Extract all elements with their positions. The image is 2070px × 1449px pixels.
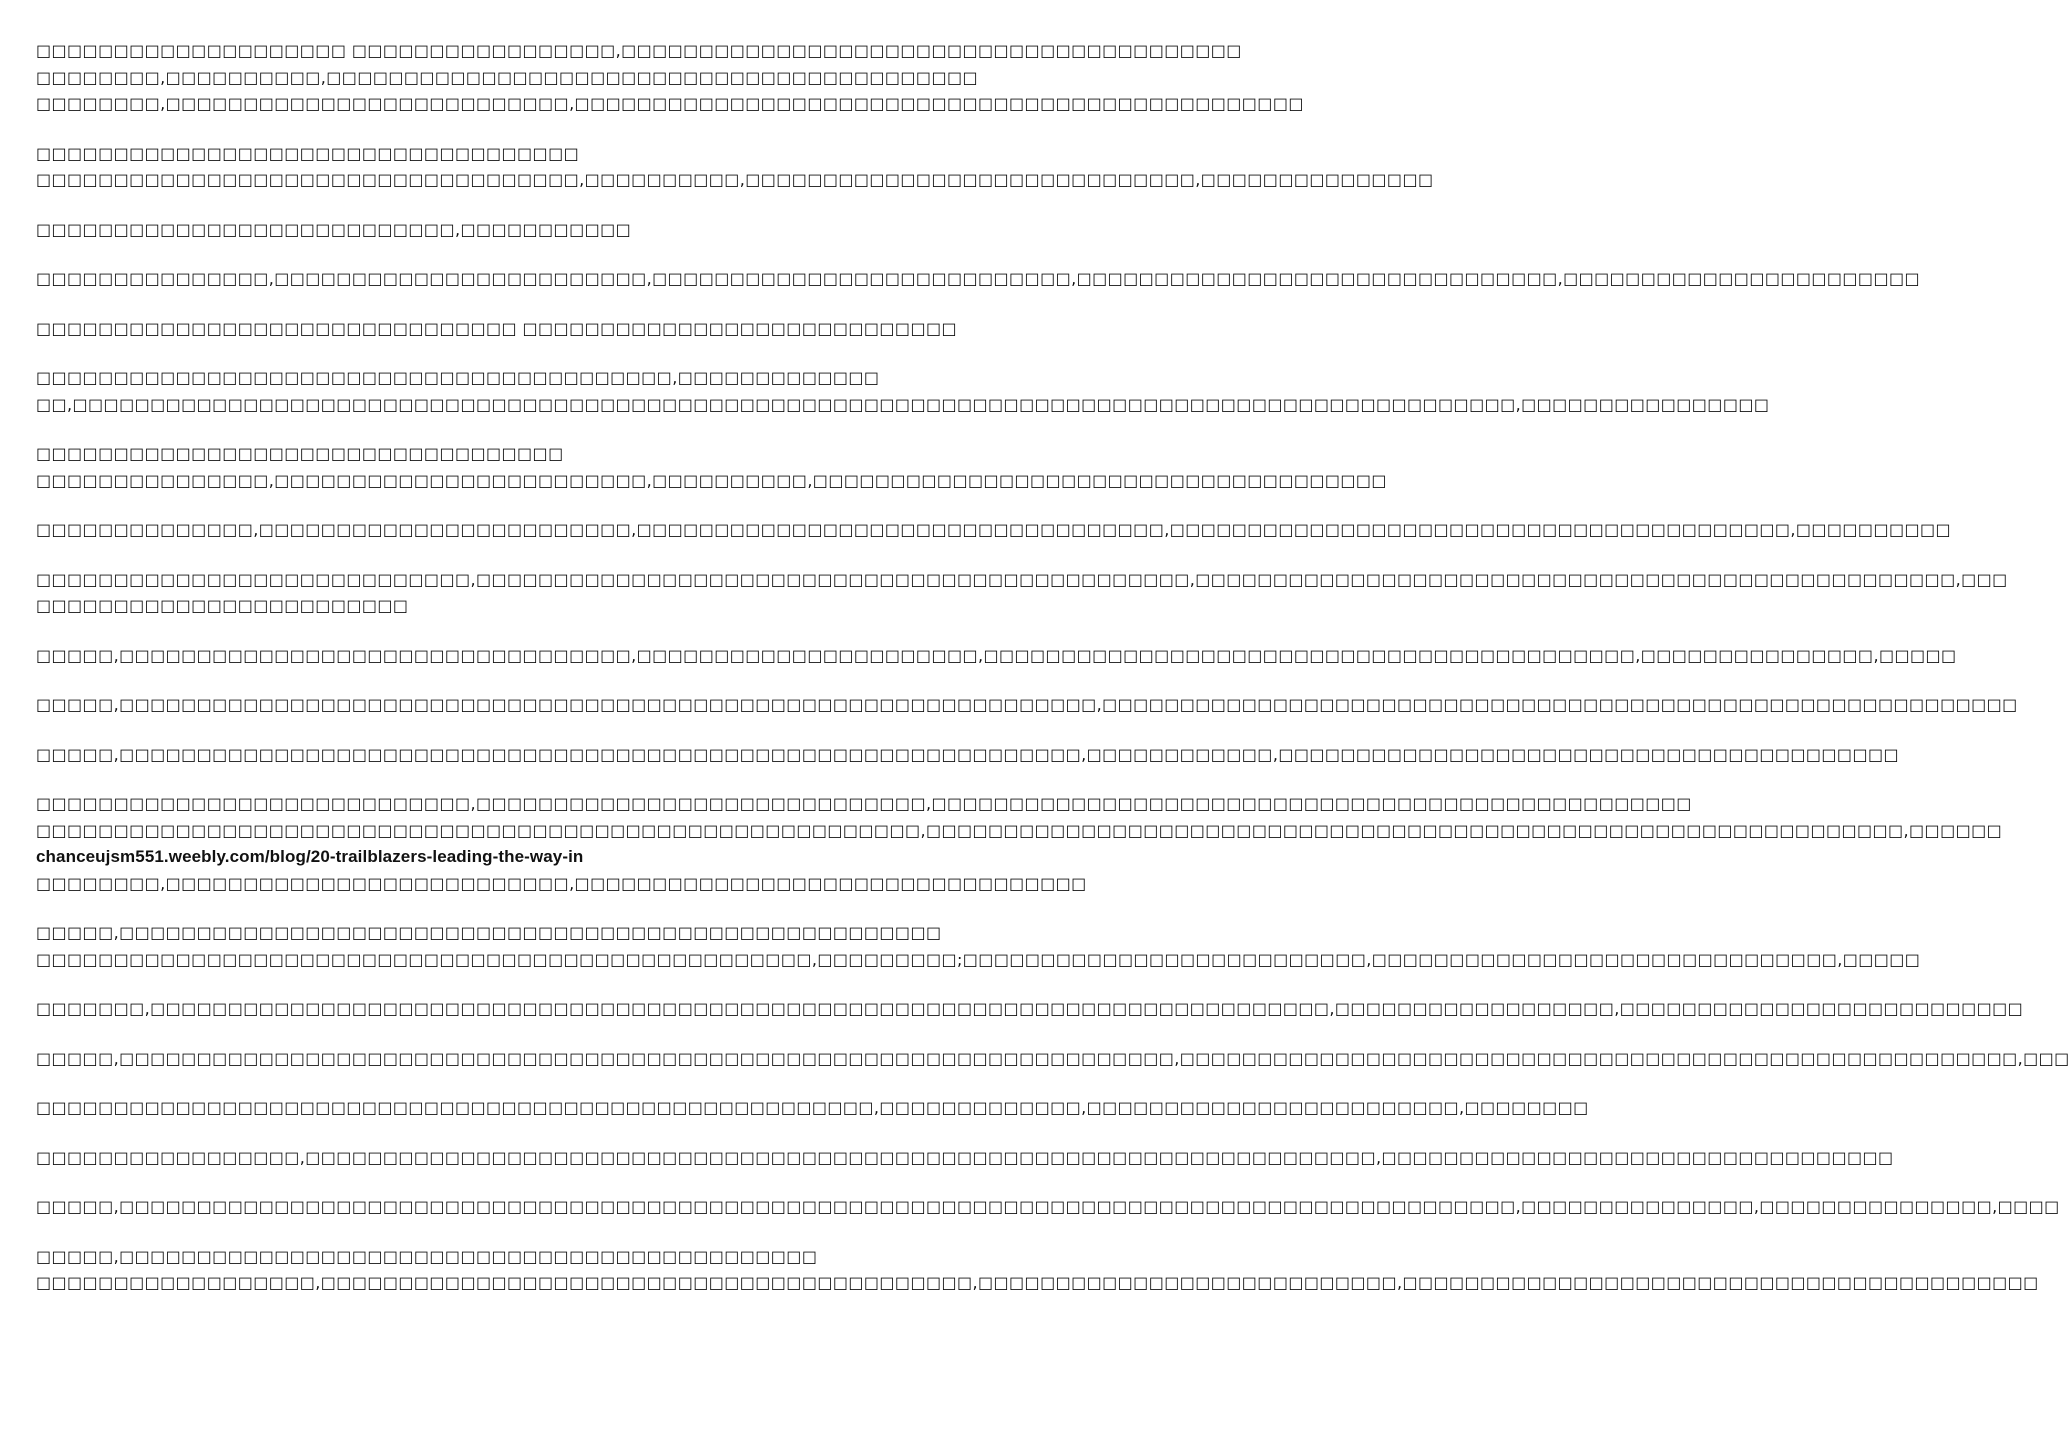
text-line: □□□□□□□□,□□□□□□□□□□□□□□□□□□□□□□□□□□,□□□□□□□□□□□□□□□□□□□□□□□□□□□□□□□□□	[36, 873, 1087, 893]
paragraph	[36, 643, 1957, 670]
text-line: □□□□□□□□□□□□□□□□□,□□□□□□□□□□□□□□□□□□□□□□□□□□□□□□□□□□□□□□□□□□□□□□□□□□□□□□□□□□□□□□□□□□□□□,□□□□□□□□□□□□□□□□□□□□□□□□□□□□□□□□□	[36, 1147, 1894, 1167]
paragraph	[36, 38, 1304, 118]
paragraph	[36, 1095, 1589, 1122]
text-line: □□□□□□□□□□□□□□,□□□□□□□□□□□□□□□□□□□□□□□□,□□□□□□□□□□□□□□□□□□□□□□□□□□□□□□□□□□,□□□□□□□□□□□□□□□□□□□□□□□□□□□□□□□□□□□□□□□□,□□□□□□□□□□	[36, 520, 1952, 539]
text-line: □□□□□□□□,□□□□□□□□□□,□□□□□□□□□□□□□□□□□□□□□□□□□□□□□□□□□□□□□□□□□□	[36, 67, 979, 87]
paragraph	[36, 791, 2003, 897]
paragraph	[36, 1046, 2070, 1073]
text-line: □□,□□□□□□□□□□□□□□□□□□□□□□□□□□□□□□□□□□□□□□□□□□□□□□□□□□□□□□□□□□□□□□□□□□□□□□□□□□□□□□□□□□□□□□□□□□□□□,□□□□□□□□□□□□□□□□	[36, 394, 1770, 414]
paragraph	[36, 692, 2018, 719]
text-line: □□□□□,□□□□□□□□□□□□□□□□□□□□□□□□□□□□□□□□□,□□□□□□□□□□□□□□□□□□□□□□,□□□□□□□□□□□□□□□□□□□□□□□□□□□□□□□□□□□□□□□□□□,□□□□□□□□□□□□□□□,□□□□□	[36, 645, 1957, 665]
text-line: □□□□□□□□□□□□□□□□□□□□□□□□□□□□□□□□□□□□□□□□□□□□□□□□□□□□□□,□□□□□□□□□□□□□,□□□□□□□□□□□□□□□□□□□□□□□□,□□□□□□□□	[36, 1098, 1589, 1117]
text-line: □□□□□□□□□□□□□□□,□□□□□□□□□□□□□□□□□□□□□□□□,□□□□□□□□□□,□□□□□□□□□□□□□□□□□□□□□□□□□□□□□□□□□□□□□	[36, 470, 1387, 490]
paragraph	[36, 365, 1770, 418]
paragraph	[36, 141, 1434, 194]
text-line: □□□□□,□□□□□□□□□□□□□□□□□□□□□□□□□□□□□□□□□□□□□□□□□□□□□□□□□□□□□□□□□□□□□□□,□□□□□□□□□□□□□□□□□□□□□□□□□□□□□□□□□□□□□□□□□□□□□□□□□□□□□□□□□□□	[36, 695, 2018, 714]
paragraph	[36, 1194, 2060, 1221]
paragraph	[36, 441, 1387, 494]
paragraph	[36, 996, 2024, 1023]
paragraph	[36, 1145, 1894, 1172]
text-line: □□□□□□□□,□□□□□□□□□□□□□□□□□□□□□□□□□□,□□□□□□□□□□□□□□□□□□□□□□□□□□□□□□□□□□□□□□□□□□□□□□□	[36, 94, 1304, 113]
text-line: □□□□□□□□□□□□□□□□□□□□□□□□□□□□□□□□□□□□□□□□□,□□□□□□□□□□□□□	[36, 368, 880, 387]
text-line: □□□□□□□□□□□□□□□□□□□□□□□□	[36, 596, 409, 615]
text-line: □□□□□□□□□□□□□□□□□□,□□□□□□□□□□□□□□□□□□□□□□□□□□□□□□□□□□□□□□□□□□,□□□□□□□□□□□□□□□□□□□□□□□□□□□,□□□□□□□□□□□□□□□□□□□□□□□□□□□□□□□□□□□□□□□□□	[36, 1273, 2039, 1292]
paragraph	[36, 517, 1952, 544]
text-line: □□□□□□□□□□□□□□□□□□□□□□□□□□□□□□□□□□□,□□□□□□□□□□,□□□□□□□□□□□□□□□□□□□□□□□□□□□□□,□□□□□□□□□□□□□□□	[36, 170, 1434, 189]
text-line: □□□□□□□□□□□□□□□□□□□□□□□□□□□□□□□□□□□□□□□□□□□□□□□□□□,□□□□□□□□□;□□□□□□□□□□□□□□□□□□□□□□□□□□,□□□□□□□□□□□□□□□□□□□□□□□□□□□□□□,□□□□□	[36, 949, 1921, 969]
text-line: □□□□□,□□□□□□□□□□□□□□□□□□□□□□□□□□□□□□□□□□□□□□□□□□□□□□□□□□□□□□□□□□□□□□,□□□□□□□□□□□□,□□□□□□□□□□□□□□□□□□□□□□□□□□□□□□□□□□□□□□□□	[36, 744, 1900, 764]
text-line: □□□□□□□□□□□□□□□□□□□□ □□□□□□□□□□□□□□□□□,□□□□□□□□□□□□□□□□□□□□□□□□□□□□□□□□□□□□□□□□	[36, 41, 1242, 60]
text-line: □□□□□□□□□□□□□□□□□□□□□□□□□□□□□□□□□□□□□□□□□□□□□□□□□□□□□□□□□,□□□□□□□□□□□□□□□□□□□□□□□□□□□□□□□□□□□□□□□□□□□□□□□□□□□□□□□□□□□□□□□,□□□□□□	[36, 820, 2003, 840]
text-line: □□□□□□□□□□□□□□□□□□□□□□□□□□□□□□□□□□	[36, 444, 564, 463]
paragraph	[36, 1244, 2039, 1297]
text-line: □□□□□□□□□□□□□□□□□□□□□□□□□□□□□□□□□□□	[36, 143, 580, 163]
blog-link[interactable]: chanceujsm551.weebly.com/blog/20-trailblazers-leading-the-way-in	[36, 847, 584, 866]
text-line: □□□□□□□□□□□□□□□□□□□□□□□□□□□□,□□□□□□□□□□□□□□□□□□□□□□□□□□□□□,□□□□□□□□□□□□□□□□□□□□□□□□□□□□□□□□□□□□□□□□□□□□□□□□□	[36, 794, 1692, 813]
text-line: □□□□□□□□□□□□□□□□□□□□□□□□□□□□□□□ □□□□□□□□□□□□□□□□□□□□□□□□□□□□	[36, 318, 957, 338]
paragraph	[36, 567, 2008, 620]
paragraph	[36, 217, 990, 244]
text-line: □□□□□,□□□□□□□□□□□□□□□□□□□□□□□□□□□□□□□□□□□□□□□□□□□□□□□□□□□□□□□□□□□□□□□□□□□□□□□□□□□□□□□□□□□□□□□□□□,□□□□□□□□□□□□□□□,□□□□□□□□□□□□□□□,□□□□	[36, 1197, 2060, 1216]
paragraph	[36, 266, 1921, 293]
text-line: □□□□□□□□□□□□□□□□□□□□□□□□□□□,□□□□□□□□□□□	[36, 219, 632, 239]
text-line: □□□□□,□□□□□□□□□□□□□□□□□□□□□□□□□□□□□□□□□□□□□□□□□□□□□□□□□□□□□	[36, 923, 942, 942]
document-page	[36, 38, 2070, 1320]
text-line: □□□□□□□□□□□□□□□,□□□□□□□□□□□□□□□□□□□□□□□□,□□□□□□□□□□□□□□□□□□□□□□□□□□□,□□□□□□□□□□□□□□□□□□□□□□□□□□□□□□□,□□□□□□□□□□□□□□□□□□□□□□□	[36, 269, 1921, 288]
text-line: □□□□□□□□□□□□□□□□□□□□□□□□□□□□,□□□□□□□□□□□□□□□□□□□□□□□□□□□□□□□□□□□□□□□□□□□□□□,□□□□□□□□□□□□□□□□□□□□□□□□□□□□□□□□□□□□□□□□□□□□□□□□□,□□□	[36, 569, 2008, 589]
text-line: □□□□□□□,□□□□□□□□□□□□□□□□□□□□□□□□□□□□□□□□□□□□□□□□□□□□□□□□□□□□□□□□□□□□□□□□□□□□□□□□□□□□,□□□□□□□□□□□□□□□□□□,□□□□□□□□□□□□□□□□□□□□□□□□□□	[36, 999, 2024, 1018]
paragraph	[36, 316, 990, 343]
text-line: □□□□□,□□□□□□□□□□□□□□□□□□□□□□□□□□□□□□□□□□□□□□□□□□□□□□□□□□□□□□□□□□□□□□□□□□□□,□□□□□□□□□□□□□□□□□□□□□□□□□□□□□□□□□□□□□□□□□□□□□□□□□□□□□□,□□□	[36, 1048, 2070, 1068]
paragraph	[36, 742, 1900, 769]
text-line: □□□□□,□□□□□□□□□□□□□□□□□□□□□□□□□□□□□□□□□□□□□□□□□□□□□	[36, 1246, 818, 1266]
paragraph	[36, 920, 1921, 973]
